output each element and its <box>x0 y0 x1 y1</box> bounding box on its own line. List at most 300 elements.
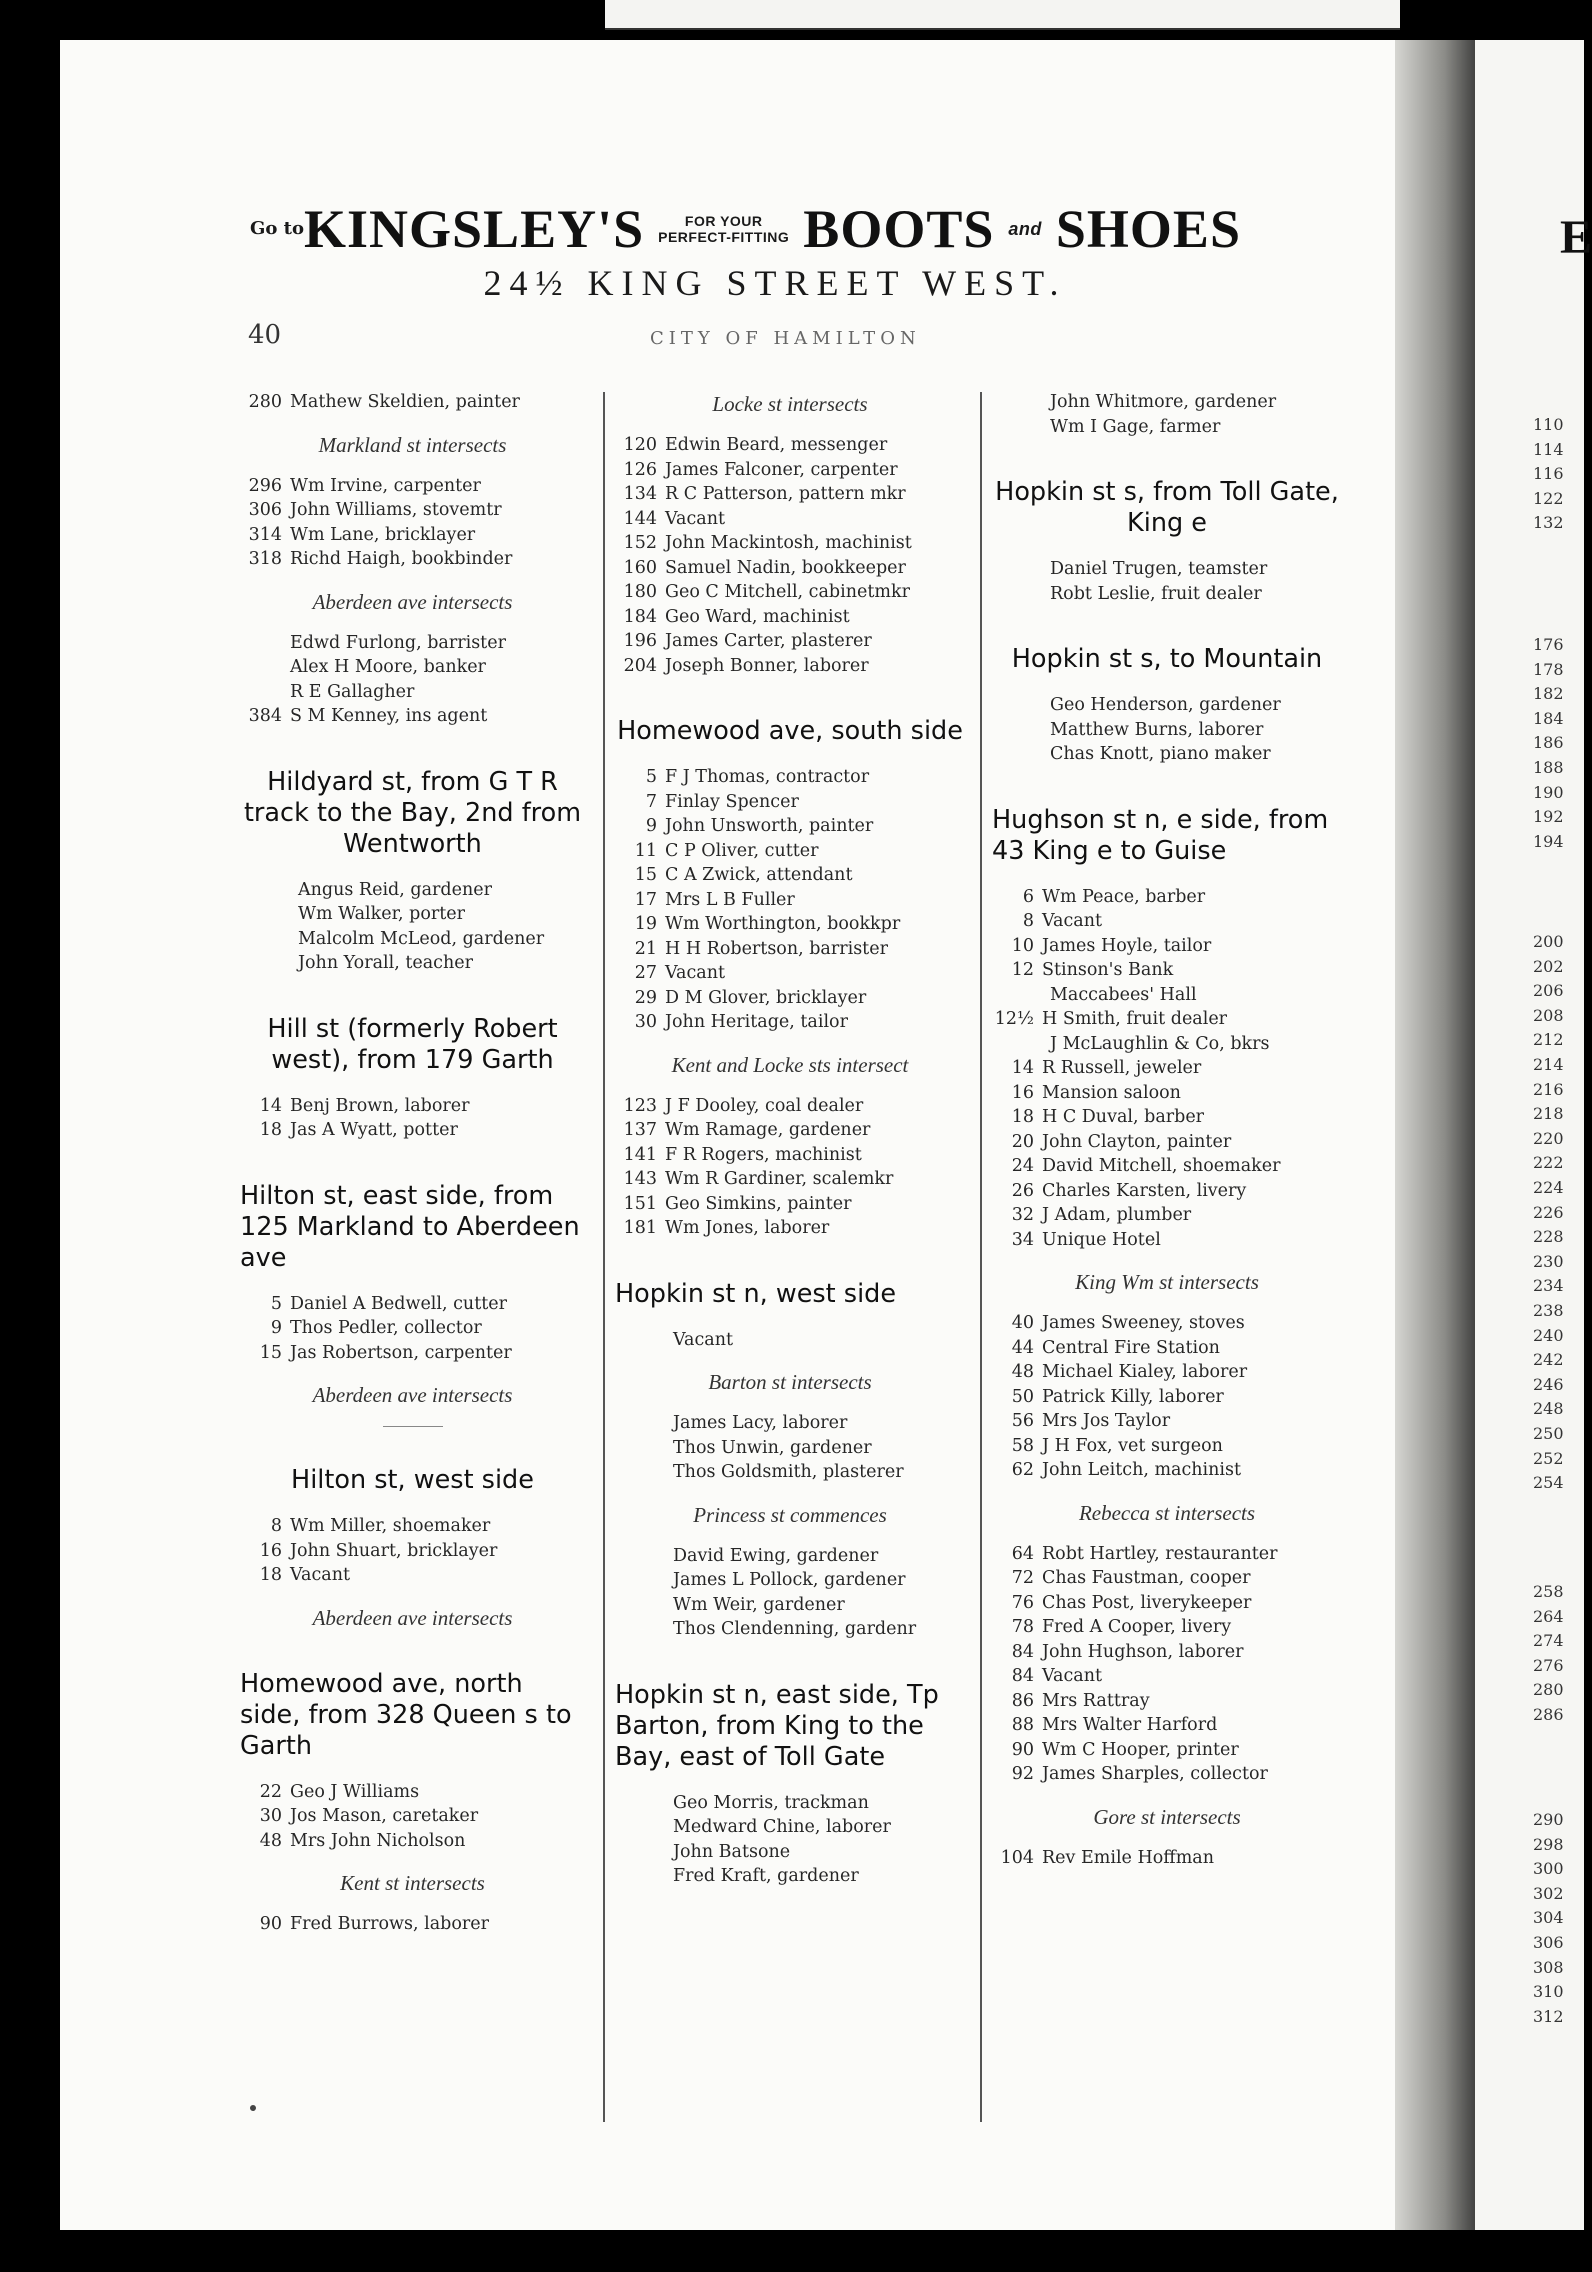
house-number: 134 <box>623 484 657 504</box>
intersection-note: Aberdeen ave intersects <box>312 589 513 614</box>
resident-name: Edwin Beard, messenger <box>665 435 888 455</box>
street-heading: Hopkin st n, west side <box>615 1278 897 1309</box>
resident-name: Wm Miller, shoemaker <box>290 1516 491 1536</box>
directory-entry <box>240 902 585 927</box>
advert-perfect-fitting: PERFECT-FITTING <box>658 229 790 245</box>
page-number: 40 <box>248 320 282 350</box>
resident-name: James Falconer, carpenter <box>665 459 898 480</box>
house-number: 280 <box>248 392 282 412</box>
directory-entry <box>240 631 585 656</box>
directory-entry <box>240 1341 585 1366</box>
running-head: CITY OF HAMILTON <box>650 328 921 349</box>
directory-entry <box>240 951 585 976</box>
house-number: 152 <box>623 533 657 553</box>
directory-entry <box>992 1409 1342 1434</box>
house-number: 137 <box>623 1120 657 1140</box>
next-page-house-number: 224 <box>1533 1178 1564 1197</box>
resident-name: Wm Walker, porter <box>298 904 466 924</box>
top-paper-slip <box>605 0 1400 30</box>
resident-name: John Hughson, laborer <box>1042 1641 1244 1662</box>
resident-name: Vacant <box>673 1329 734 1350</box>
directory-entry <box>992 1713 1342 1738</box>
house-number: 14 <box>259 1095 282 1116</box>
house-number: 30 <box>634 1012 657 1032</box>
next-page-house-number: 290 <box>1533 1810 1564 1829</box>
house-number: 151 <box>623 1193 657 1214</box>
column-1 <box>240 390 585 1937</box>
directory-entry <box>615 765 965 790</box>
next-page-house-number: 116 <box>1533 464 1564 484</box>
house-number: 16 <box>259 1540 282 1561</box>
resident-name: J McLaughlin & Co, bkrs <box>1050 1033 1270 1054</box>
directory-entry <box>615 814 965 839</box>
advert-for-your <box>658 213 789 245</box>
directory-entry <box>992 1591 1342 1616</box>
directory-entry <box>240 474 585 499</box>
house-number: 26 <box>1011 1180 1034 1201</box>
resident-name: Michael Kialey, laborer <box>1042 1362 1248 1382</box>
resident-name: R E Gallagher <box>290 681 415 702</box>
resident-name: Mrs John Nicholson <box>290 1830 466 1851</box>
directory-entry <box>615 1815 965 1840</box>
resident-name: Mrs L B Fuller <box>665 889 795 910</box>
house-number: 84 <box>1011 1641 1034 1662</box>
next-page-house-number: 310 <box>1533 1982 1564 2002</box>
directory-entry <box>992 1738 1342 1763</box>
directory-entry <box>615 937 965 962</box>
next-page-house-number: 132 <box>1533 513 1564 533</box>
directory-entry <box>992 1228 1342 1253</box>
advertisement-header <box>250 198 1340 304</box>
resident-name: Patrick Killy, laborer <box>1042 1386 1224 1407</box>
directory-entry <box>240 547 585 572</box>
resident-name: C P Oliver, cutter <box>665 840 819 861</box>
directory-entry <box>615 1167 965 1192</box>
next-page-house-number: 192 <box>1533 807 1564 827</box>
resident-name: Wm Worthington, bookkpr <box>665 914 901 934</box>
resident-name: Vacant <box>1042 911 1103 931</box>
resident-name: Alex H Moore, banker <box>290 657 486 677</box>
street-heading: Hilton st, west side <box>291 1465 534 1495</box>
house-number: 18 <box>259 1120 282 1140</box>
directory-entry <box>992 415 1342 440</box>
resident-name: Finlay Spencer <box>665 791 799 812</box>
resident-name: Jos Mason, caretaker <box>290 1806 479 1826</box>
resident-name: James Sharples, collector <box>1042 1764 1268 1784</box>
directory-entry <box>240 927 585 952</box>
directory-entry <box>240 390 585 415</box>
resident-name: Angus Reid, gardener <box>298 879 492 900</box>
directory-entry <box>240 1118 585 1143</box>
directory-entry <box>240 1094 585 1119</box>
intersection-note: Markland st intersects <box>318 432 507 457</box>
intersection-note: Barton st intersects <box>708 1370 872 1394</box>
resident-name: Robt Leslie, fruit dealer <box>1050 583 1262 604</box>
house-number: 58 <box>1011 1435 1034 1456</box>
resident-name: Wm Lane, bricklayer <box>290 524 476 545</box>
column-2 <box>615 390 965 1889</box>
advert-address: 24½ KING STREET WEST. <box>483 263 1067 303</box>
house-number: 14 <box>1011 1058 1034 1078</box>
resident-name: Wm Weir, gardener <box>673 1594 845 1615</box>
resident-name: C A Zwick, attendant <box>665 865 853 885</box>
directory-entry <box>615 1864 965 1889</box>
resident-name: James Carter, plasterer <box>665 631 872 651</box>
house-number: 9 <box>270 1318 282 1338</box>
house-number: 90 <box>1011 1739 1034 1760</box>
directory-entry <box>615 1192 965 1217</box>
house-number: 296 <box>248 475 282 496</box>
next-page-house-number: 218 <box>1533 1104 1564 1124</box>
house-number: 8 <box>1022 911 1034 931</box>
directory-entry <box>615 1617 965 1642</box>
resident-name: Mrs Walter Harford <box>1042 1715 1218 1735</box>
resident-name: Unique Hotel <box>1042 1229 1161 1250</box>
directory-entry <box>992 1203 1342 1228</box>
next-page-house-number: 300 <box>1533 1859 1564 1879</box>
directory-entry <box>992 1762 1342 1787</box>
next-page-edge <box>1475 40 1584 2230</box>
directory-entry <box>992 885 1342 910</box>
resident-name: J Adam, plumber <box>1042 1205 1192 1225</box>
directory-entry <box>240 1514 585 1539</box>
house-number: 180 <box>623 582 657 602</box>
house-number: 12½ <box>994 1009 1034 1029</box>
house-number: 15 <box>259 1342 282 1363</box>
house-number: 9 <box>645 816 657 836</box>
resident-name: H H Robertson, barrister <box>665 938 888 959</box>
resident-name: Thos Goldsmith, plasterer <box>673 1462 904 1482</box>
directory-entry <box>992 1458 1342 1483</box>
directory-entry <box>615 507 965 532</box>
next-page-house-number: 304 <box>1533 1908 1564 1928</box>
next-page-house-number: 194 <box>1533 831 1564 851</box>
column-rule-1 <box>603 392 605 2122</box>
directory-entry <box>615 1143 965 1168</box>
resident-name: Malcolm McLeod, gardener <box>298 928 545 949</box>
resident-name: S M Kenney, ins agent <box>290 706 488 726</box>
resident-name: Robt Hartley, restauranter <box>1042 1543 1278 1564</box>
next-page-house-number: 200 <box>1533 932 1564 951</box>
house-number: 306 <box>248 500 282 520</box>
directory-entry <box>240 680 585 705</box>
house-number: 92 <box>1011 1764 1034 1784</box>
directory-entry <box>992 1130 1342 1155</box>
next-page-house-number: 258 <box>1533 1582 1564 1601</box>
house-number: 204 <box>623 655 657 676</box>
resident-name: Edwd Furlong, barrister <box>290 632 506 653</box>
directory-entry <box>992 1640 1342 1665</box>
next-page-house-number: 252 <box>1533 1448 1564 1468</box>
intersection-note: King Wm st intersects <box>1075 1270 1259 1294</box>
resident-name: Richd Haigh, bookbinder <box>290 549 513 569</box>
next-page-house-number: 276 <box>1533 1655 1564 1675</box>
resident-name: John Unsworth, painter <box>665 816 874 836</box>
directory-entry <box>615 629 965 654</box>
next-page-house-number: 246 <box>1533 1374 1564 1394</box>
house-number: 50 <box>1011 1386 1034 1407</box>
intersection-note: Kent st intersects <box>340 1871 485 1895</box>
directory-entry <box>992 934 1342 959</box>
resident-name: John Yorall, teacher <box>298 953 473 973</box>
directory-entry <box>240 704 585 729</box>
house-number: 104 <box>1000 1847 1034 1868</box>
next-page-house-number: 188 <box>1533 758 1564 777</box>
resident-name: Thos Clendenning, gardenr <box>673 1619 917 1639</box>
next-page-house-number: 238 <box>1533 1301 1564 1320</box>
house-number: 78 <box>1011 1617 1034 1637</box>
directory-entry <box>992 909 1342 934</box>
house-number: 22 <box>259 1781 282 1802</box>
directory-entry <box>992 390 1342 415</box>
directory-entry <box>615 1436 965 1461</box>
next-page-house-number: 274 <box>1533 1631 1564 1651</box>
house-number: 64 <box>1011 1543 1034 1564</box>
house-number: 318 <box>248 549 282 569</box>
next-page-house-number: 220 <box>1533 1128 1564 1148</box>
column-rule-2 <box>980 392 982 2122</box>
directory-entry <box>240 655 585 680</box>
resident-name: Wm Ramage, gardener <box>665 1120 871 1140</box>
house-number: 143 <box>623 1169 657 1189</box>
resident-name: Geo C Mitchell, cabinetmkr <box>665 582 910 602</box>
column-3 <box>992 390 1342 1870</box>
resident-name: Wm C Hooper, printer <box>1042 1739 1239 1760</box>
resident-name: James Lacy, laborer <box>673 1413 848 1433</box>
directory-entry <box>615 458 965 483</box>
house-number: 30 <box>259 1806 282 1826</box>
resident-name: Geo Ward, machinist <box>665 606 850 627</box>
resident-name: Mrs Rattray <box>1042 1690 1150 1711</box>
resident-name: J F Dooley, coal dealer <box>665 1095 864 1116</box>
directory-entry <box>992 1056 1342 1081</box>
directory-entry <box>615 1328 965 1353</box>
house-number: 123 <box>623 1095 657 1116</box>
intersection-note: Locke st intersects <box>712 392 868 416</box>
directory-entry <box>615 888 965 913</box>
directory-entry <box>615 1216 965 1241</box>
resident-name: Thos Unwin, gardener <box>673 1437 872 1458</box>
resident-name: James L Pollock, gardener <box>673 1570 906 1590</box>
resident-name: Mrs Jos Taylor <box>1042 1411 1171 1431</box>
directory-entry <box>992 1007 1342 1032</box>
resident-name: F R Rogers, machinist <box>665 1144 862 1165</box>
resident-name: James Hoyle, tailor <box>1042 935 1212 956</box>
directory-entry <box>615 1411 965 1436</box>
resident-name: David Ewing, gardener <box>673 1545 879 1566</box>
next-page-house-number: 230 <box>1533 1251 1564 1271</box>
directory-entry <box>615 605 965 630</box>
resident-name: Medward Chine, laborer <box>673 1817 891 1837</box>
next-page-house-number: 114 <box>1533 439 1564 459</box>
resident-name: Mathew Skeldien, painter <box>290 392 520 412</box>
advert-goto: Go to <box>250 218 304 239</box>
house-number: 40 <box>1011 1313 1034 1333</box>
next-page-house-number: 190 <box>1533 782 1564 802</box>
resident-name: John Leitch, machinist <box>1042 1460 1242 1480</box>
directory-entry <box>615 580 965 605</box>
intersection-note: Princess st commences <box>693 1502 887 1527</box>
house-number: 72 <box>1011 1568 1034 1588</box>
house-number: 44 <box>1011 1337 1034 1358</box>
house-number: 126 <box>623 459 657 480</box>
house-number: 12 <box>1011 960 1034 980</box>
directory-entry <box>615 863 965 888</box>
house-number: 19 <box>634 914 657 934</box>
resident-name: Jas A Wyatt, potter <box>290 1120 458 1140</box>
next-page-house-number: 122 <box>1533 488 1564 508</box>
resident-name: Geo Morris, trackman <box>673 1792 869 1813</box>
resident-name: James Sweeney, stoves <box>1042 1313 1245 1333</box>
resident-name: Stinson's Bank <box>1042 960 1174 980</box>
resident-name: Vacant <box>665 508 726 529</box>
house-number: 29 <box>634 987 657 1008</box>
directory-entry <box>615 912 965 937</box>
house-number: 144 <box>623 508 657 529</box>
directory-entry <box>615 1010 965 1035</box>
directory-entry <box>615 839 965 864</box>
house-number: 8 <box>270 1516 282 1536</box>
next-page-house-number: 222 <box>1533 1153 1564 1173</box>
resident-name: Wm I Gage, farmer <box>1050 416 1221 437</box>
resident-name: John Heritage, tailor <box>665 1012 848 1032</box>
house-number: 6 <box>1022 886 1034 907</box>
house-number: 5 <box>270 1293 282 1314</box>
street-heading: Hildyard st, from G T R track to the Bay, 2nd from Wentworth <box>243 766 582 859</box>
directory-entry <box>615 1544 965 1569</box>
directory-entry <box>615 482 965 507</box>
advert-for-your-line: FOR YOUR <box>684 213 763 229</box>
directory-entry <box>615 1593 965 1618</box>
directory-entry <box>992 718 1342 743</box>
resident-name: Charles Karsten, livery <box>1042 1180 1247 1201</box>
directory-entry <box>615 1460 965 1485</box>
house-number: 32 <box>1011 1205 1034 1225</box>
resident-name: John Shuart, bricklayer <box>290 1540 498 1561</box>
resident-name: Chas Post, liverykeeper <box>1042 1592 1252 1613</box>
resident-name: Daniel Trugen, teamster <box>1050 559 1268 579</box>
next-page-house-number: 234 <box>1533 1276 1564 1296</box>
directory-entry <box>992 983 1342 1008</box>
next-page-house-number: 254 <box>1533 1473 1564 1493</box>
resident-name: Fred A Cooper, livery <box>1042 1617 1232 1637</box>
house-number: 10 <box>1011 935 1034 956</box>
resident-name: Wm R Gardiner, scalemkr <box>665 1169 894 1189</box>
next-page-house-number: 176 <box>1533 635 1564 654</box>
house-number: 5 <box>645 767 657 787</box>
house-number: 88 <box>1011 1715 1034 1735</box>
house-number: 11 <box>634 840 657 861</box>
next-page-house-number: 110 <box>1533 415 1564 434</box>
house-number: 48 <box>259 1830 282 1851</box>
next-page-house-number: 242 <box>1533 1350 1564 1370</box>
next-page-letter: E <box>1560 211 1592 264</box>
advert-store-name: KINGSLEY'S <box>304 199 645 259</box>
section-divider <box>383 1426 443 1427</box>
directory-entry <box>240 1292 585 1317</box>
house-number: 48 <box>1011 1362 1034 1382</box>
house-number: 120 <box>623 435 657 455</box>
house-number: 62 <box>1011 1460 1034 1480</box>
resident-name: Daniel A Bedwell, cutter <box>290 1293 507 1314</box>
resident-name: John Williams, stovemtr <box>290 500 502 520</box>
directory-entry <box>615 1094 965 1119</box>
street-heading: Homewood ave, south side <box>617 716 963 746</box>
house-number: 7 <box>645 791 657 812</box>
directory-entry <box>992 1846 1342 1871</box>
directory-entry <box>240 498 585 523</box>
next-page-house-number: 212 <box>1533 1030 1564 1050</box>
resident-name: Fred Kraft, gardener <box>673 1866 859 1886</box>
resident-name: Samuel Nadin, bookkeeper <box>665 557 906 578</box>
resident-name: J H Fox, vet surgeon <box>1042 1435 1223 1456</box>
next-page-house-number: 214 <box>1533 1055 1564 1074</box>
next-page-house-number: 306 <box>1533 1933 1564 1952</box>
house-number: 86 <box>1011 1690 1034 1711</box>
street-heading: Hopkin st s, to Mountain <box>1011 644 1323 674</box>
directory-entry <box>240 1316 585 1341</box>
directory-entry <box>992 1542 1342 1567</box>
next-page-house-number: 216 <box>1533 1079 1564 1099</box>
intersection-note: Kent and Locke sts intersect <box>671 1052 909 1077</box>
directory-entry <box>992 1689 1342 1714</box>
next-page-house-number: 248 <box>1533 1399 1564 1419</box>
intersection-note: Aberdeen ave intersects <box>312 1383 513 1407</box>
house-number: 141 <box>623 1144 657 1165</box>
resident-name: Vacant <box>1042 1666 1103 1686</box>
house-number: 15 <box>634 865 657 885</box>
next-page-house-number: 208 <box>1533 1005 1564 1025</box>
resident-name: H C Duval, barber <box>1042 1107 1205 1127</box>
next-page-house-number: 182 <box>1533 684 1564 704</box>
directory-entry <box>992 1385 1342 1410</box>
directory-entry <box>615 556 965 581</box>
resident-name: Thos Pedler, collector <box>290 1318 482 1338</box>
street-heading: Homewood ave, north side, from 328 Queen s to Garth <box>240 1668 572 1761</box>
directory-entry <box>615 1118 965 1143</box>
house-number: 384 <box>248 706 282 726</box>
directory-entry <box>240 1829 585 1854</box>
resident-name: John Mackintosh, machinist <box>665 533 912 553</box>
resident-name: Vacant <box>665 963 726 983</box>
next-page-house-number: 202 <box>1533 956 1564 976</box>
directory-entry <box>615 986 965 1011</box>
next-page-house-number: 206 <box>1533 981 1564 1001</box>
next-page-house-number: 298 <box>1533 1834 1564 1854</box>
house-number: 76 <box>1011 1592 1034 1613</box>
directory-entry <box>615 531 965 556</box>
resident-name: Chas Faustman, cooper <box>1042 1568 1251 1588</box>
house-number: 20 <box>1011 1131 1034 1152</box>
next-page-house-number: 240 <box>1533 1325 1564 1345</box>
house-number: 196 <box>623 631 657 651</box>
street-heading: Hilton st, east side, from 125 Markland to Aberdeen ave <box>240 1180 580 1273</box>
directory-entry <box>992 1032 1342 1057</box>
directory-entry <box>992 1615 1342 1640</box>
house-number: 17 <box>634 889 657 910</box>
house-number: 90 <box>259 1914 282 1934</box>
house-number: 18 <box>1011 1107 1034 1127</box>
next-page-house-number: 286 <box>1533 1705 1564 1724</box>
directory-entry <box>992 693 1342 718</box>
house-number: 34 <box>1011 1229 1034 1250</box>
resident-name: Maccabees' Hall <box>1050 984 1197 1005</box>
resident-name: Wm Jones, laborer <box>665 1218 830 1238</box>
resident-name: Geo Henderson, gardener <box>1050 695 1281 715</box>
resident-name: Geo Simkins, painter <box>665 1193 852 1214</box>
street-heading: Hopkin st n, east side, Tp Barton, from King to the Bay, east of Toll Gate <box>615 1679 939 1772</box>
directory-entry <box>240 1563 585 1588</box>
